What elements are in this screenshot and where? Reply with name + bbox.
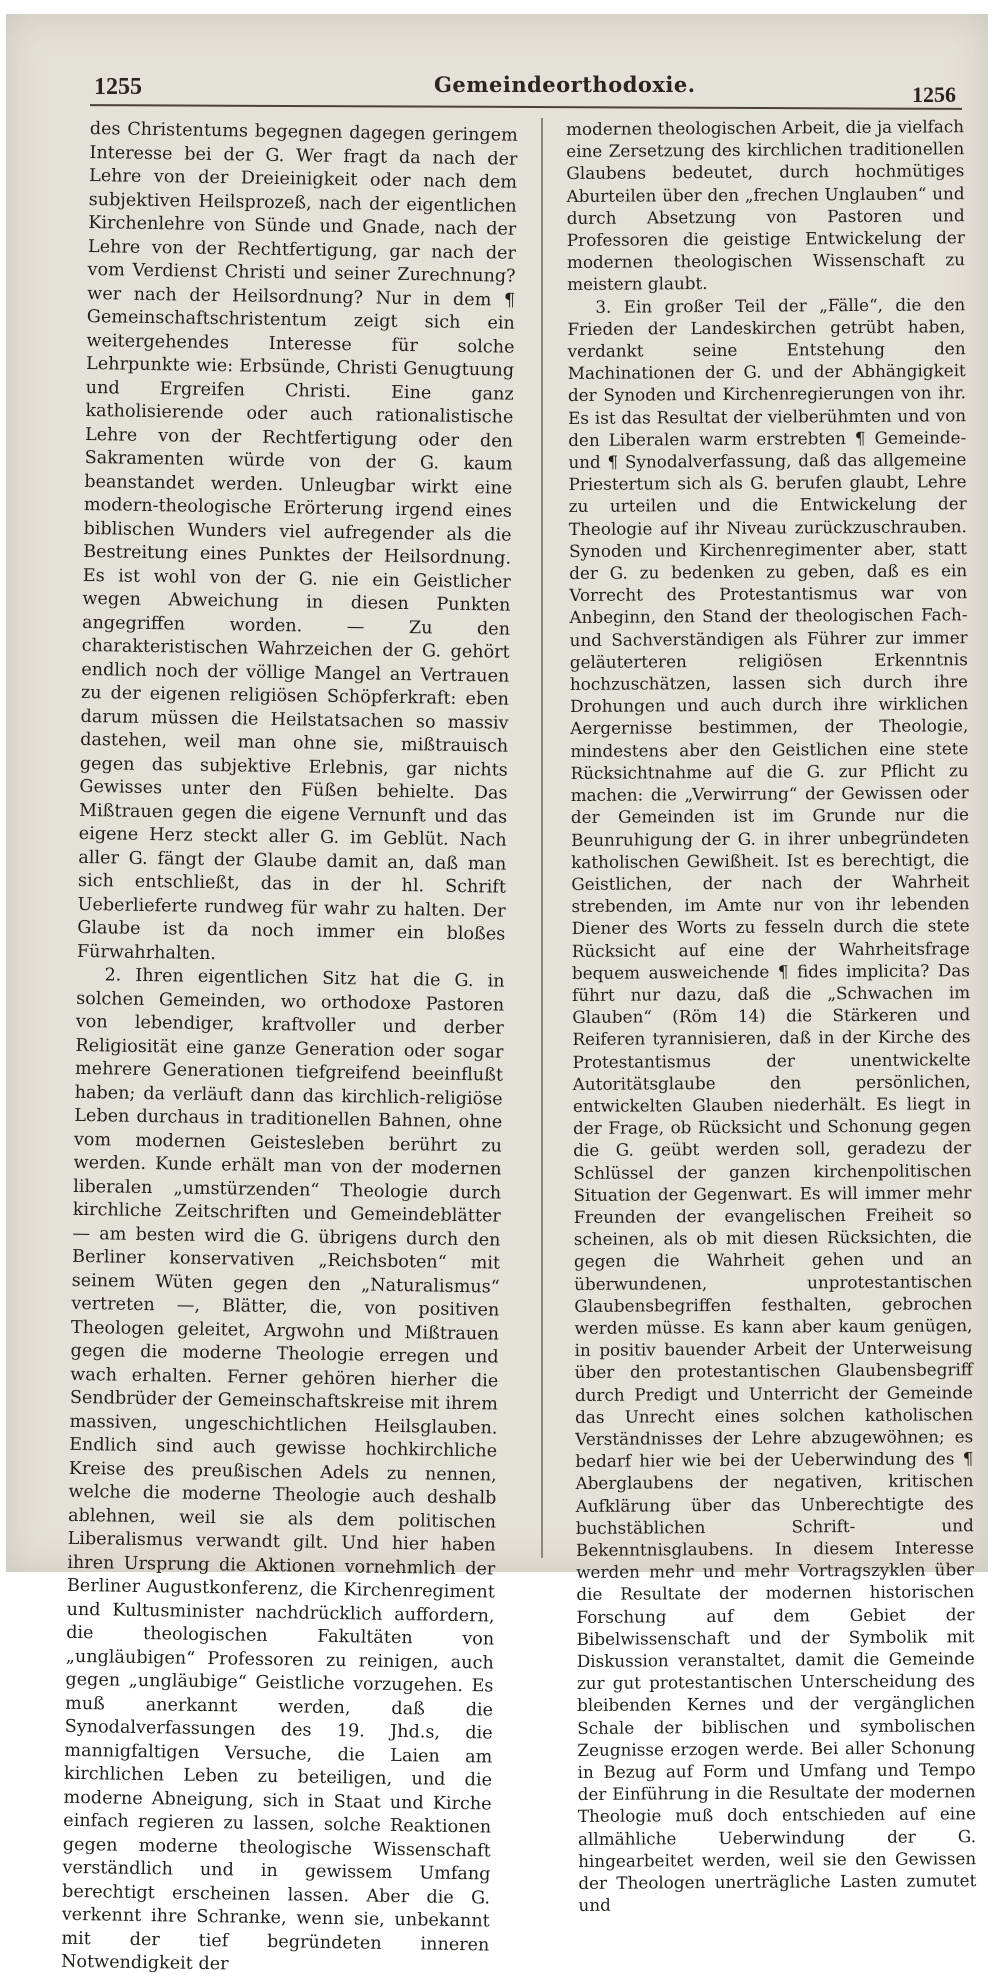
scanned-page [6, 14, 988, 1975]
left-column [60, 118, 518, 1975]
column-divider [541, 118, 543, 1558]
left-paragraph-1: des Christentums begegnen dagegen geringem Interesse bei der G. Wer fragt da nach der Lehre von der Dreieinigkeit oder nach dem subjektiven Heilsprozeß, nach der eigentlichen Kirchenlehre von Sünde und Gnade, nach der Lehre von der Rechtfertigung, gar nach der vom Verdienst Christi und seiner Zurechnung? wer nach der Heilsordnung? Nur in dem ¶ Gemeinschaftschristentum zeigt sich ein weitergehendes Interesse für solche Lehrpunkte wie: Erbsünde, Christi Genugtuung und Ergreifen Christi. Eine ganz katholisierende oder auch rationalistische Lehre von der Rechtfertigung oder den Sakramenten würde von der G. kaum beanstandet werden. Unleugbar wirkt eine modern-theologische Erörterung irgend eines biblischen Wunders viel aufregender als die Bestreitung eines Punktes der Heilsordnung. Es ist wohl von der G. nie ein Geistlicher wegen Abweichung in diesen Punkten angegriffen worden. — Zu den charakteristischen Wahrzeichen der G. gehört endlich noch der völlige Mangel an Vertrauen zu der eigenen religiösen Schöpferkraft: eben darum müssen die Heilstatsachen so massiv dastehen, weil man ohne sie, mißtrauisch gegen das subjektive Erlebnis, gar nichts Gewisses unter den Füßen behielte. Das Mißtrauen gegen die eigene Vernunft und das eigene Herz steckt aller G. im Geblüt. Nach aller G. fängt der Glaube damit an, daß man sich entschließt, das in der hl. Schrift Ueberlieferte rundweg für wahr zu halten. Der Glaube ist da noch immer ein bloßes Fürwahrhalten. [76, 118, 518, 964]
page-number-right: 1256 [912, 82, 956, 107]
running-title: Gemeindeorthodoxie. [434, 72, 696, 97]
right-column [566, 115, 977, 1916]
right-paragraph-1: modernen theologischen Arbeit, die ja vielfach eine Zersetzung des kirchlichen traditionellen Glaubens bedeutet, durch hochmütiges Aburteilen über den „frechen Unglauben“ und durch Absetzung von Pastoren und Professoren die geistige Entwickelung der modernen theologischen Wissenschaft zu meistern glaubt. [566, 116, 966, 295]
page-number-left: 1255 [94, 74, 142, 100]
left-paragraph-2: 2. Ihren eigentlichen Sitz hat die G. in solchen Gemeinden, wo orthodoxe Pastoren von lebendiger, kraftvoller und derber Religiosität eine ganze Generation oder sogar mehrere Generationen tiefgreifend beeinflußt haben; da verläuft dann das kirchlich-religiöse Leben durchaus in traditionellen Bahnen, ohne vom modernen Geistesleben berührt zu werden. Kunde erhält man von der modernen liberalen „umstürzenden“ Theologie durch kirchliche Zeitschriften und Gemeindeblätter — am besten wird die G. übrigens durch den Berliner konservativen „Reichsboten“ mit seinem Wüten gegen den „Naturalismus“ vertreten —, Blätter, die, von positiven Theologen geleitet, Argwohn und Mißtrauen gegen die moderne Theologie erregen und wach erhalten. Ferner gehören hierher die Sendbrüder der Gemeinschaftskreise mit ihrem massiven, ungeschichtlichen Heilsglauben. Endlich sind auch gewisse hochkirchliche Kreise des preußischen Adels zu nennen, welche die moderne Theologie auch deshalb ablehnen, weil sie als dem politischen Liberalismus verwandt gilt. Und hier haben ihren Ursprung die Aktionen vornehmlich der Berliner Augustkonferenz, die Kirchenregiment und Kultusminister nachdrücklich auffordern, die theologischen Fakultäten von „ungläubigen“ Professoren zu reinigen, auch gegen „ungläubige“ Geistliche vorzugehen. Es muß anerkannt werden, daß die Synodalverfassungen des 19. Jhd.s, die mannigfaltigen Versuche, die Laien am kirchlichen Leben zu beteiligen, und die moderne Abneigung, sich in Staat und Kirche einfach regieren zu lassen, solche Reaktionen gegen moderne theologische Wissenschaft verständlich und in gewissem Umfang berechtigt erscheinen lassen. Aber die G. verkennt ihre Schranke, wenn sie, unbekannt mit der tief begründeten inneren Notwendigkeit der [60, 965, 505, 1975]
right-paragraph-2: 3. Ein großer Teil der „Fälle“, die den Frieden der Landeskirchen getrübt haben, verdankt seine Entstehung den Machinationen der G. und der Abhängigkeit der Synoden und Kirchenregierungen von ihr. Es ist das Resultat der vielberühmten und von den Liberalen warm erstrebten ¶ Gemeinde- und ¶ Synodalverfassung, daß das allgemeine Priestertum sich als G. berufen glaubt, Lehre zu urteilen und die Entwickelung der Theologie auf ihr Niveau zurückzuschrauben. Synoden und Kirchenregimenter aber, statt der G. zu bedenken zu geben, daß es ein Vorrecht des Protestantismus war von Anbeginn, den Stand der theologischen Fach- und Sachverständigen als Führer zur immer geläuterteren religiösen Erkenntnis hochzuschätzen, lassen sich durch ihre Drohungen und auch durch ihre wirklichen Aergernisse bestimmen, der Theologie, mindestens aber den Geistlichen eine stete Rücksichtnahme auf die G. zur Pflicht zu machen: die „Verwirrung“ der Gewissen oder der Gemeinden ist im Grunde nur die Beunruhigung der G. in ihrer unbegründeten katholischen Gewißheit. Ist es berechtigt, die Geistlichen, der nach der Wahrheit strebenden, im Amte nur von ihr lebenden Diener des Worts zu fesseln durch die stete Rücksicht auf eine der Wahrheitsfrage bequem ausweichende ¶ fides implicita? Das führt nur dazu, daß die „Schwachen im Glauben“ (Röm 14) die Stärkeren und Reiferen tyrannisieren, daß in der Kirche des Protestantismus der unentwickelte Autoritätsglaube den persönlichen, entwickelten Glauben niederhält. Es liegt in der Frage, ob Rücksicht und Schonung gegen die G. geübt werden soll, geradezu der Schlüssel der ganzen kirchenpolitischen Situation der Gegenwart. Es will immer mehr Freunden der evangelischen Freiheit so scheinen, als ob mit diesen Rücksichten, die gegen die Wahrheit gehen und an überwundenen, unprotestantischen Glaubensbegriffen festhalten, gebrochen werden müsse. Es kann aber kaum genügen, in positiv bauender Arbeit der Unterweisung über den protestantischen Glaubensbegriff durch Predigt und Unterricht der Gemeinde das Unrecht eines solchen katholischen Verständnisses der Lehre abzugewöhnen; es bedarf hier wie bei der Ueberwindung des ¶ Aberglaubens der negativen, kritischen Aufklärung über das Unberechtigte des buchstäblichen Schrift- und Bekenntnisglaubens. In diesem Interesse werden mehr und mehr Vortragszyklen über die Resultate der modernen historischen Forschung auf dem Gebiet der Bibelwissenschaft und der Symbolik mit Diskussion veranstaltet, damit die Gemeinde zur gut protestantischen Unterscheidung des bleibenden Kernes und der vergänglichen Schale der biblischen und symbolischen Zeugnisse erzogen werde. Bei aller Schonung in Bezug auf Form und Umfang und Tempo der Einführung in die Resultate der modernen Theologie muß doch entschieden auf eine allmähliche Ueberwindung der G. hingearbeitet werden, weil sie den Gewissen der Theologen unerträgliche Lasten zumutet und [567, 293, 977, 1916]
